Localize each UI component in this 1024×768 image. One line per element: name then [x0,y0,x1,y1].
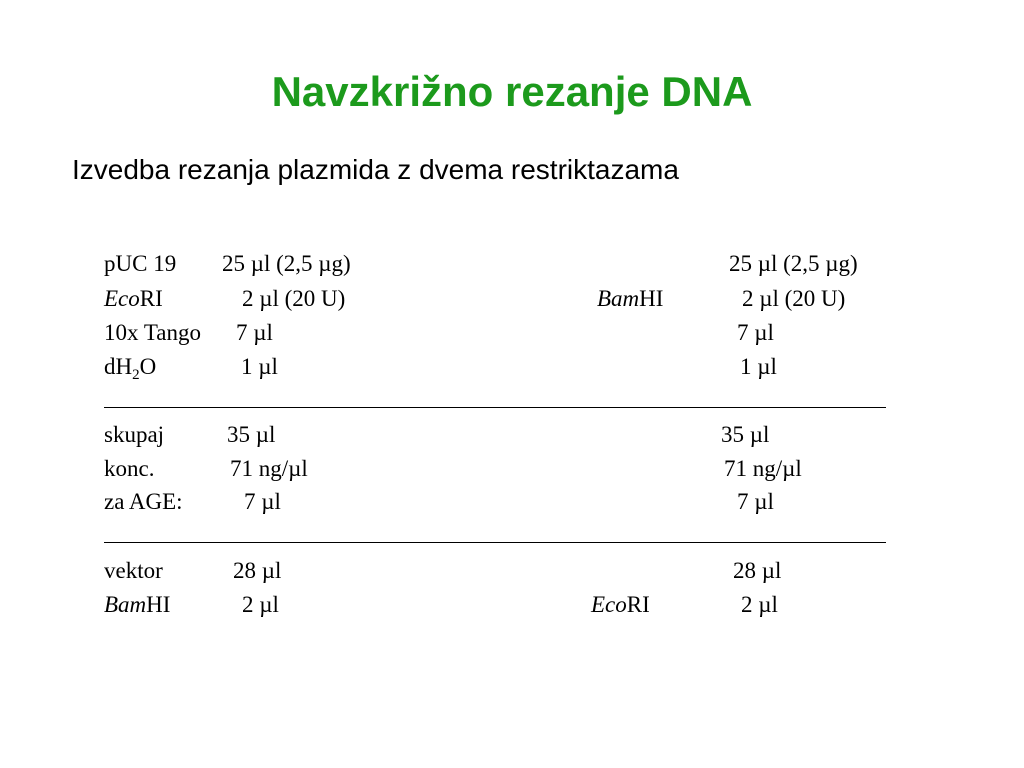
row-concentration-left-value: 71 ng/µl [230,456,308,481]
row-age-label: za AGE: [104,489,183,514]
enzyme-italic-part: Eco [591,592,627,617]
row-age-left-value: 7 µl [244,489,281,514]
row-total-right-value: 35 µl [721,422,770,447]
enzyme-regular-part: HI [639,286,664,311]
row-puc-left-value: 25 µl (2,5 µg) [222,251,351,276]
row-buffer-right-value: 7 µl [737,320,774,345]
row-second-enzyme-right-label [591,591,650,619]
row-enzyme-right-value: 2 µl (20 U) [742,286,846,311]
enzyme-regular-part: HI [146,592,171,617]
row-vector-label: vektor [104,558,163,583]
row-puc-right-value: 25 µl (2,5 µg) [729,251,858,276]
enzyme-regular-part: RI [626,592,650,617]
row-second-enzyme-right-value: 2 µl [741,592,778,617]
slide-subtitle: Izvedba rezanja plazmida z dvema restriktazama [72,154,679,185]
row-concentration-right-value: 71 ng/µl [724,456,802,481]
section-divider [104,407,886,408]
row-water-right-value: 1 µl [740,354,777,379]
row-water-label [104,353,156,381]
row-buffer-label: 10x Tango [104,320,201,345]
enzyme-italic-part: Bam [104,592,147,617]
slide-title: Navzkrižno rezanje DNA [271,68,753,115]
row-water-left-value: 1 µl [241,354,278,379]
row-enzyme-left-label [104,285,163,313]
water-label-post: O [139,354,157,379]
row-second-enzyme-left-value: 2 µl [242,592,279,617]
row-second-enzyme-left-label [104,591,170,619]
row-enzyme-left-value: 2 µl (20 U) [242,286,346,311]
row-vector-right-value: 28 µl [733,558,782,583]
section-divider [104,542,886,543]
row-total-label: skupaj [104,422,165,447]
row-concentration-label: konc. [104,456,155,481]
water-label-subscript: 2 [132,367,140,383]
row-buffer-left-value: 7 µl [236,320,273,345]
row-enzyme-right-label [597,285,663,313]
row-age-right-value: 7 µl [737,489,774,514]
row-puc-label: pUC 19 [104,251,177,276]
water-label-pre: dH [104,354,133,379]
row-vector-left-value: 28 µl [233,558,282,583]
row-total-left-value: 35 µl [227,422,276,447]
enzyme-italic-part: Eco [104,286,140,311]
enzyme-regular-part: RI [139,286,163,311]
enzyme-italic-part: Bam [597,286,640,311]
